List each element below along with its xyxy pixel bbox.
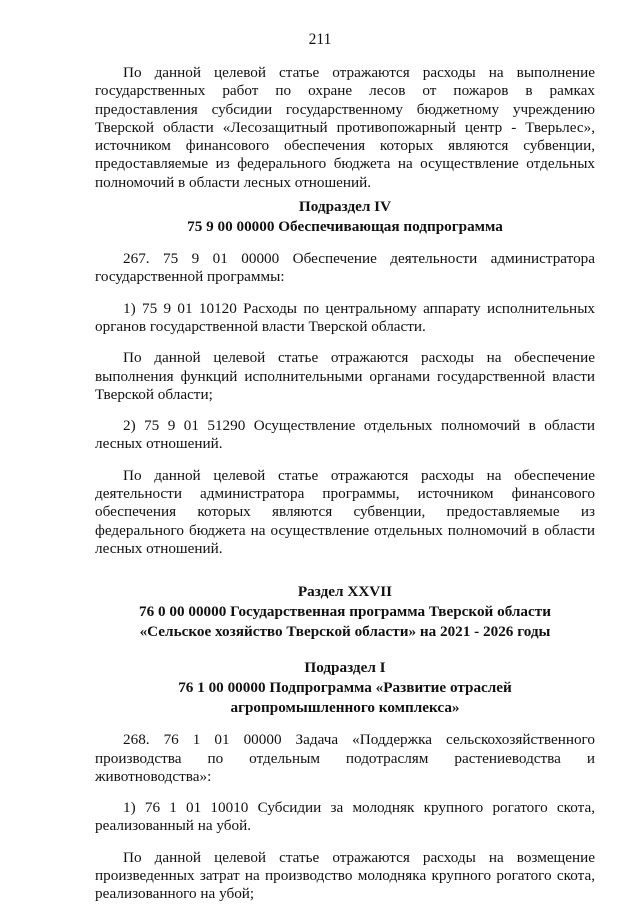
paragraph: 1) 75 9 01 10120 Расходы по центральному аппарату исполнительных органов государственной власти Тверской области. bbox=[95, 299, 595, 335]
heading-line: Раздел XXVII bbox=[297, 583, 393, 601]
paragraph: 268. 76 1 01 00000 Задача «Поддержка сельскохозяйственного производства по отдельным подотраслям растениеводства и животноводства»: bbox=[95, 731, 595, 785]
paragraph: По данной целевой статье отражаются расходы на обеспечение выполнения функций исполнительными органами государственной власти Тверской области; bbox=[95, 349, 595, 403]
paragraph: 267. 75 9 01 00000 Обеспечение деятельности администратора государственной программы: bbox=[95, 250, 595, 286]
subsection-heading bbox=[95, 658, 595, 718]
heading-line: 76 0 00 00000 Государственная программа Тверской области bbox=[139, 603, 551, 621]
section-heading bbox=[95, 582, 595, 642]
heading-line: Подраздел IV bbox=[298, 198, 392, 216]
document-body bbox=[95, 64, 595, 904]
heading-line: «Сельское хозяйство Тверской области» на 2021 - 2026 годы bbox=[139, 623, 551, 641]
heading-line: 76 1 00 00000 Подпрограмма «Развитие отраслей bbox=[178, 679, 512, 697]
heading-line: 75 9 00 00000 Обеспечивающая подпрограмма bbox=[187, 218, 503, 236]
paragraph: По данной целевой статье отражаются расходы на обеспечение деятельности администратора программы, источником финансового обеспечения которых являются субвенции, предоставляемые из федерального бюджета на осуществление отдельных полномочий в области лесных отношений. bbox=[95, 466, 595, 557]
page-number: 211 bbox=[308, 31, 332, 48]
subsection-heading bbox=[95, 197, 595, 237]
paragraph: По данной целевой статье отражаются расходы на возмещение произведенных затрат на производство молодняка крупного рогатого скота, реализованного на убой; bbox=[95, 848, 595, 903]
heading-line: Подраздел I bbox=[304, 659, 386, 677]
paragraph: 1) 76 1 01 10010 Субсидии за молодняк крупного рогатого скота, реализованный на убой. bbox=[95, 799, 595, 835]
paragraph: По данной целевой статье отражаются расходы на выполнение государственных работ по охране лесов от пожаров в рамках предоставления субсидии государственному бюджетному учреждению Тверской области «Лесозащитный противопожарный центр - Тверьлес», источником финансового обеспечения которых являются субвенции, предоставляемые из федерального бюджета на осуществление отдельных полномочий в области лесных отношений. bbox=[95, 64, 595, 191]
heading-line: агропромышленного комплекса» bbox=[230, 699, 460, 717]
paragraph: 2) 75 9 01 51290 Осуществление отдельных полномочий в области лесных отношений. bbox=[95, 417, 595, 453]
